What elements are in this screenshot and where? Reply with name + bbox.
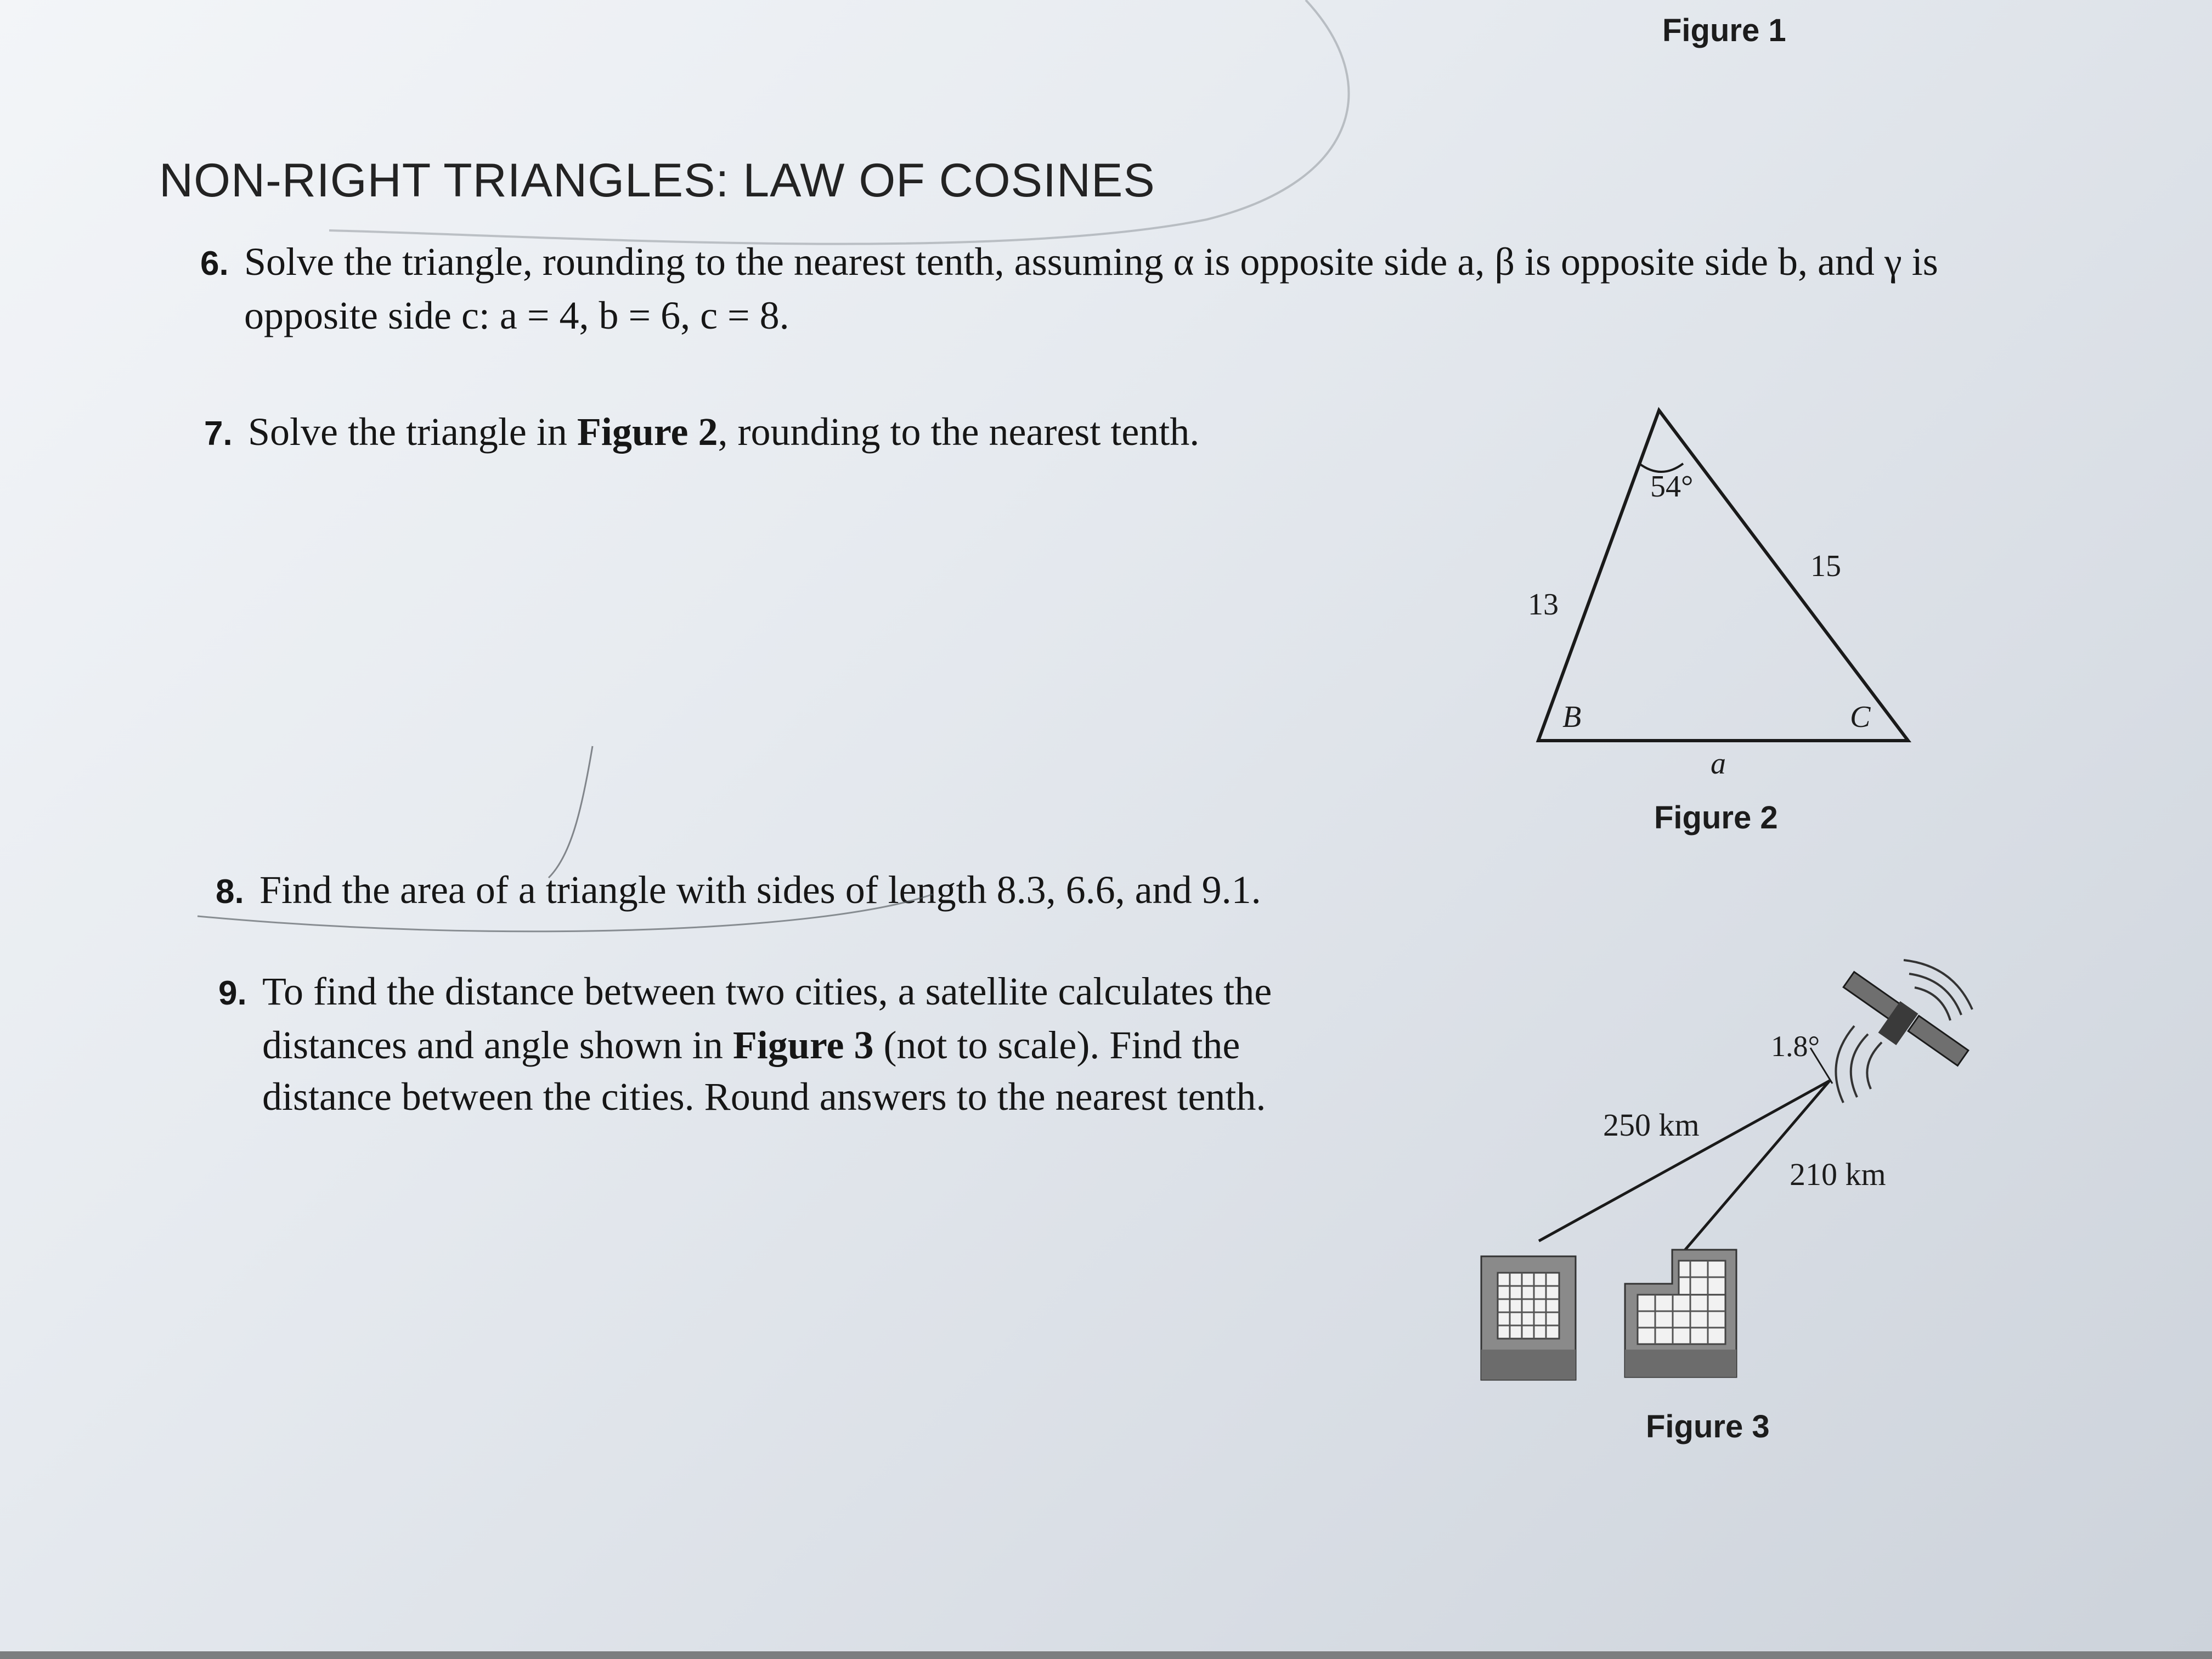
problem-7-number: 7. bbox=[204, 415, 233, 453]
problem-9-line1: To find the distance between two cities, a satellite calculates the bbox=[262, 969, 1272, 1013]
side-label-13: 13 bbox=[1528, 588, 1559, 622]
distance-line-250km bbox=[1539, 1081, 1830, 1241]
distance-label-210km: 210 km bbox=[1790, 1156, 1886, 1192]
problem-6-number: 6. bbox=[200, 245, 229, 283]
figure1-label: Figure 1 bbox=[1662, 13, 1786, 48]
problem-8-number: 8. bbox=[216, 873, 244, 911]
side-label-15: 15 bbox=[1810, 549, 1841, 583]
problem-9-line2-after: (not to scale). Find the bbox=[883, 1023, 1240, 1067]
problem-9-line2-before: distances and angle shown in bbox=[262, 1023, 723, 1067]
city-building-left-icon bbox=[1481, 1256, 1576, 1380]
problem-7-figure-ref: Figure 2 bbox=[577, 410, 718, 454]
figure2-triangle bbox=[1528, 410, 1908, 781]
problem-9-figure-ref: Figure 3 bbox=[732, 1023, 874, 1067]
pencil-curve-underline bbox=[198, 894, 933, 932]
figure3-label: Figure 3 bbox=[1646, 1409, 1770, 1444]
figure3-diagram bbox=[1481, 960, 1972, 1380]
distance-label-250km: 250 km bbox=[1603, 1107, 1700, 1143]
problem-9-line3: distance between the cities. Round answers to the nearest tenth. bbox=[262, 1075, 1266, 1119]
angle-label-54: 54° bbox=[1650, 470, 1694, 504]
satellite-icon bbox=[1836, 960, 1972, 1103]
problem-6-text2: opposite side c: a = 4, b = 6, c = 8. bbox=[244, 294, 789, 337]
vertex-label-b: B bbox=[1562, 700, 1582, 734]
triangle-outline bbox=[1538, 410, 1908, 741]
pencil-mark-middle bbox=[549, 746, 592, 878]
problem-9-number: 9. bbox=[218, 974, 247, 1012]
side-label-a: a bbox=[1711, 747, 1726, 781]
problem-7-text-after: , rounding to the nearest tenth. bbox=[718, 410, 1200, 454]
city-building-right-icon bbox=[1625, 1250, 1736, 1377]
problem-8-text: Find the area of a triangle with sides of length 8.3, 6.6, and 9.1. bbox=[259, 868, 1261, 912]
angle-label-1-8: 1.8° bbox=[1771, 1030, 1820, 1063]
problem-7-text-before: Solve the triangle in bbox=[248, 410, 567, 454]
pencil-curve-top bbox=[329, 0, 1348, 244]
vertex-label-c: C bbox=[1850, 700, 1871, 734]
figure2-label: Figure 2 bbox=[1654, 800, 1778, 836]
problem-6-text1: Solve the triangle, rounding to the nearest tenth, assuming α is opposite side a, β is opposite side b, and γ is bbox=[244, 240, 1938, 284]
section-title: NON-RIGHT TRIANGLES: LAW OF COSINES bbox=[159, 154, 1155, 207]
